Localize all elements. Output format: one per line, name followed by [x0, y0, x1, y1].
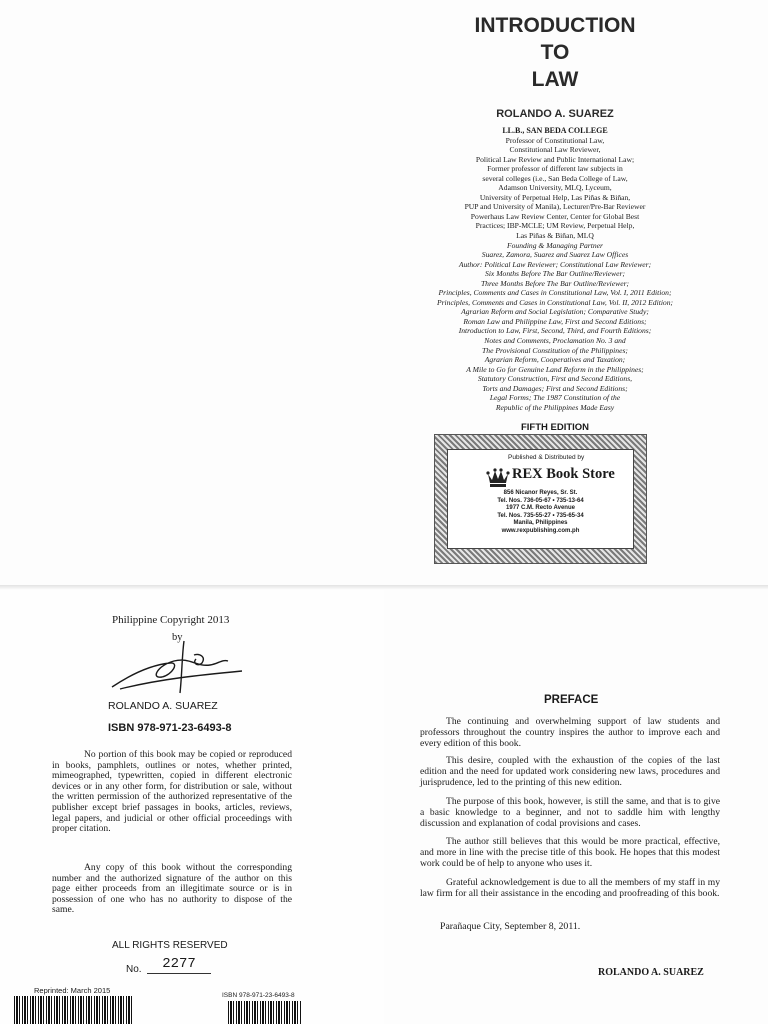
copyright-isbn: ISBN 978-971-23-6493-8	[108, 722, 232, 734]
copyright-title: Philippine Copyright 2013	[112, 614, 230, 626]
credential-line: Powerhaus Law Review Center, Center for Global Best	[470, 211, 640, 221]
publisher-name: REX Book Store	[512, 466, 615, 482]
title-line: INTRODUCTION	[474, 14, 636, 37]
preface-title: PREFACE	[544, 694, 599, 706]
book-title	[440, 12, 670, 93]
credential-line: Suarez, Zamora, Suarez and Suarez Law Offices	[481, 250, 629, 260]
credential-line: Principles, Comments and Cases in Constitutional Law, Vol. I, 2011 Edition;	[438, 288, 672, 298]
copyright-by: by	[172, 632, 183, 643]
credential-line: Founding & Managing Partner	[507, 240, 603, 250]
credential-line: Six Months Before The Bar Outline/Reviewer;	[485, 269, 625, 279]
reprint-date: Reprinted: March 2015	[34, 986, 111, 995]
author-credentials	[395, 126, 715, 412]
copyright-page	[0, 590, 384, 1024]
credential-line: Author: Political Law Reviewer; Constitutional Law Reviewer;	[458, 259, 652, 269]
address-line: Tel. Nos. 735-55-27 • 735-65-34	[497, 512, 584, 519]
barcode-isbn: ISBN 978-971-23-6493-8	[222, 992, 295, 999]
title-author: ROLANDO A. SUAREZ	[496, 108, 614, 120]
title-line: TO	[540, 41, 570, 64]
edition-label: FIFTH EDITION	[520, 422, 590, 433]
preface-paragraph: The purpose of this book, however, is still the same, and that is to give a basic knowledge to a beginner, and not to saddle him with lengthy discussion and explanation of codal provisions and cases.	[420, 796, 720, 829]
credential-line: Agrarian Reform, Cooperatives and Taxation;	[484, 355, 626, 365]
author-signature	[100, 635, 250, 697]
credential-line: Constitutional Law Reviewer,	[509, 145, 601, 155]
preface-author: ROLANDO A. SUAREZ	[598, 967, 704, 978]
credential-line: Former professor of different law subjects in	[487, 164, 623, 174]
credential-line: A Mile to Go for Genuine Land Reform in the Philippines;	[466, 364, 644, 374]
credential-line: Political Law Review and Public International Law;	[475, 154, 635, 164]
author-degree: LL.B., SAN BEDA COLLEGE	[502, 126, 608, 135]
credential-line: PUP and University of Manila), Lecturer/Pre-Bar Reviewer	[464, 202, 646, 212]
credential-line: University of Perpetual Help, Las Piñas & Biñan,	[479, 192, 631, 202]
copy-number-label: No.	[126, 964, 142, 975]
credential-line: Practices; IBP-MCLE; UM Review, Perpetual Help,	[475, 221, 635, 231]
credential-line: Agrarian Reform and Social Legislation; Comparative Study;	[461, 307, 649, 317]
credential-line: Torts and Damages; First and Second Editions;	[482, 383, 628, 393]
preface-paragraph: The author still believes that this would be more practical, effective, and more in line with the precise title of this book. He hopes that this modest work could be of help to anyone who uses it.	[420, 836, 720, 869]
address-line: www.rexpublishing.com.ph	[501, 527, 580, 534]
address-line: Manila, Philippines	[513, 520, 568, 527]
address-line: 856 Nicanor Reyes, Sr. St.	[503, 490, 578, 496]
authenticity-notice: Any copy of this book without the corresponding number and the authorized signature of the author on this page either proceeds from an illegitimate source or is in possession of one who has no authority to dispose of the same.	[52, 862, 292, 916]
preface-paragraph: The continuing and overwhelming support of law students and professors throughout the country inspires the author to improve each and every edition of this book.	[420, 716, 720, 749]
preface-paragraph: This desire, coupled with the exhaustion of the copies of the last edition and the need for updated work considering new laws, procedures and jurisprudence, led to the printing of this new edition.	[420, 755, 720, 788]
publisher-panel	[447, 449, 634, 549]
barcode-right	[228, 1001, 302, 1024]
preface-date: Parañaque City, September 8, 2011.	[440, 921, 581, 932]
credential-line: Introduction to Law, First, Second, Third, and Fourth Editions;	[458, 326, 652, 336]
publisher-address	[448, 490, 633, 536]
credential-line: Statutory Construction, First and Second Editions,	[477, 374, 633, 384]
address-line: 1977 C.M. Recto Avenue	[506, 505, 575, 512]
credential-line: Professor of Constitutional Law,	[505, 135, 605, 145]
credential-line: Notes and Comments, Proclamation No. 3 and	[484, 336, 626, 346]
credential-line: Roman Law and Philippine Law, First and Second Editions;	[463, 316, 647, 326]
credential-line: Legal Forms; The 1987 Constitution of the	[489, 393, 621, 403]
credential-line: Las Piñas & Biñan, MLQ	[516, 231, 594, 241]
credential-line: several colleges (i.e., San Beda College of Law,	[482, 173, 628, 183]
rights-reserved: ALL RIGHTS RESERVED	[112, 940, 228, 951]
address-line: Tel. Nos. 736-05-67 • 735-13-64	[497, 497, 584, 504]
credential-line: Three Months Before The Bar Outline/Reviewer;	[480, 278, 630, 288]
copyright-notice: No portion of this book may be copied or reproduced in books, pamphlets, outlines or notes, whether printed, mimeographed, typewritten, copied in different electronic devices or in any other form, for distribution or sale, without the written permission of the authorized representative of the publisher except brief passages in books, articles, reviews, legal papers, and judicial or other official proceedings with proper citation.	[52, 749, 292, 835]
credential-line: Adamson University, MLQ, Lyceum,	[498, 183, 612, 193]
credential-line: Republic of the Philippines Made Easy	[495, 402, 615, 412]
crown-icon	[486, 466, 510, 488]
publisher-dist-label: Published & Distributed by	[508, 454, 585, 461]
preface-page	[384, 590, 768, 1024]
title-line: LAW	[531, 68, 579, 91]
publisher-box	[434, 434, 647, 564]
copyright-author: ROLANDO A. SUAREZ	[108, 700, 218, 712]
preface-paragraph: Grateful acknowledgement is due to all the members of my staff in my law firm for all their assistance in the encoding and proofreading of this book.	[420, 877, 720, 899]
credential-line: The Provisional Constitution of the Philippines;	[482, 345, 628, 355]
copy-number-value: 2277	[147, 956, 211, 974]
credential-line: Principles, Comments and Cases in Constitutional Law, Vol. II, 2012 Edition;	[436, 297, 674, 307]
barcode-left	[14, 996, 132, 1024]
